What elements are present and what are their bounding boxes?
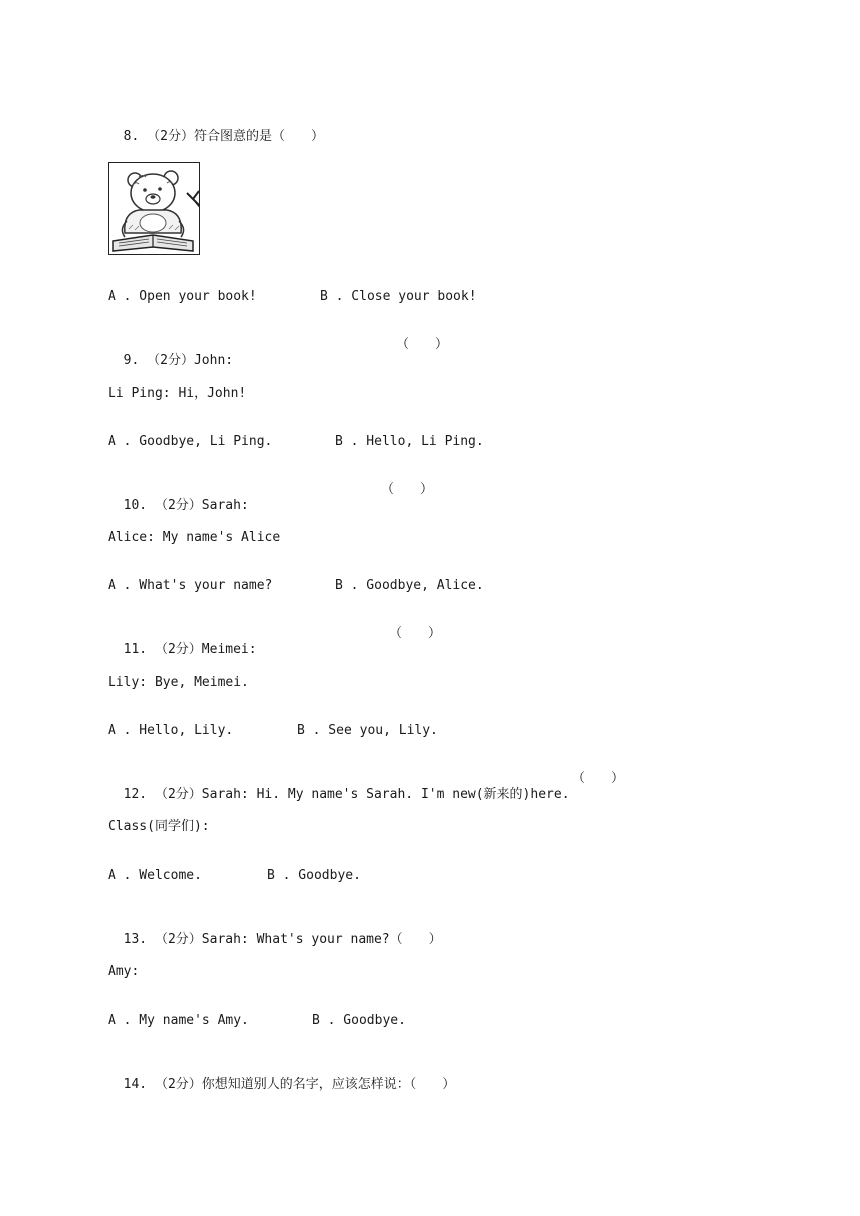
question-score: （2分） [154, 1077, 202, 1092]
question-8-option-a: A . Open your book! [108, 289, 257, 304]
question-12-reply: Class(同学们): [108, 819, 210, 834]
question-10-reply: Alice: My name's Alice [108, 530, 281, 545]
answer-blank: （ ） [572, 771, 625, 786]
question-score: （2分） [154, 787, 202, 802]
question-score: （2分） [154, 642, 202, 657]
question-score: （2分） [154, 498, 202, 513]
question-13-option-b: B . Goodbye. [312, 1013, 406, 1028]
question-9-stem [108, 337, 233, 369]
question-number: 10. [123, 498, 148, 513]
bear-reading-book-icon [108, 162, 200, 255]
question-text: John: [193, 353, 234, 368]
answer-blank: （ ） [389, 626, 442, 641]
question-10-stem [108, 482, 249, 514]
question-11-reply: Lily: Bye, Meimei. [108, 675, 249, 690]
question-text: 你想知道别人的名字，应该怎样说：（ ） [201, 1077, 456, 1092]
question-text: Sarah: Hi. My name's Sarah. I'm new(新来的)here. [201, 787, 570, 802]
question-9-reply: Li Ping: Hi，John! [108, 386, 247, 401]
question-11-option-b: B . See you, Lily. [297, 723, 438, 738]
question-11-option-a: A . Hello, Lily. [108, 723, 234, 738]
answer-blank: （ ） [381, 482, 434, 497]
question-12-option-b: B . Goodbye. [267, 868, 361, 883]
question-number: 12. [123, 787, 148, 802]
question-text: Sarah: [201, 498, 249, 513]
question-13-option-a: A . My name's Amy. [108, 1013, 249, 1028]
question-9-option-b: B . Hello, Li Ping. [335, 434, 484, 449]
question-number: 8. [123, 129, 140, 144]
question-8-option-b: B . Close your book! [320, 289, 477, 304]
question-score: （2分） [147, 129, 194, 144]
question-9-option-a: A . Goodbye, Li Ping. [108, 434, 273, 449]
question-10-option-b: B . Goodbye, Alice. [335, 578, 484, 593]
question-text: Meimei: [201, 642, 257, 657]
answer-blank: （ ） [396, 337, 449, 352]
question-8-stem [108, 113, 324, 145]
question-text: 符合图意的是（ ） [193, 129, 324, 144]
question-12-option-a: A . Welcome. [108, 868, 202, 883]
question-13-reply: Amy: [108, 964, 140, 979]
question-10-option-a: A . What's your name? [108, 578, 273, 593]
question-12-stem [108, 771, 570, 803]
question-13-stem [108, 916, 442, 948]
question-score: （2分） [147, 353, 194, 368]
question-11-stem [108, 626, 257, 658]
question-14-stem [108, 1061, 455, 1093]
question-score: （2分） [154, 932, 202, 947]
question-number: 9. [123, 353, 140, 368]
question-text: Sarah: What's your name?（ ） [201, 932, 442, 947]
question-number: 11. [123, 642, 148, 657]
question-number: 13. [123, 932, 148, 947]
question-number: 14. [123, 1077, 148, 1092]
